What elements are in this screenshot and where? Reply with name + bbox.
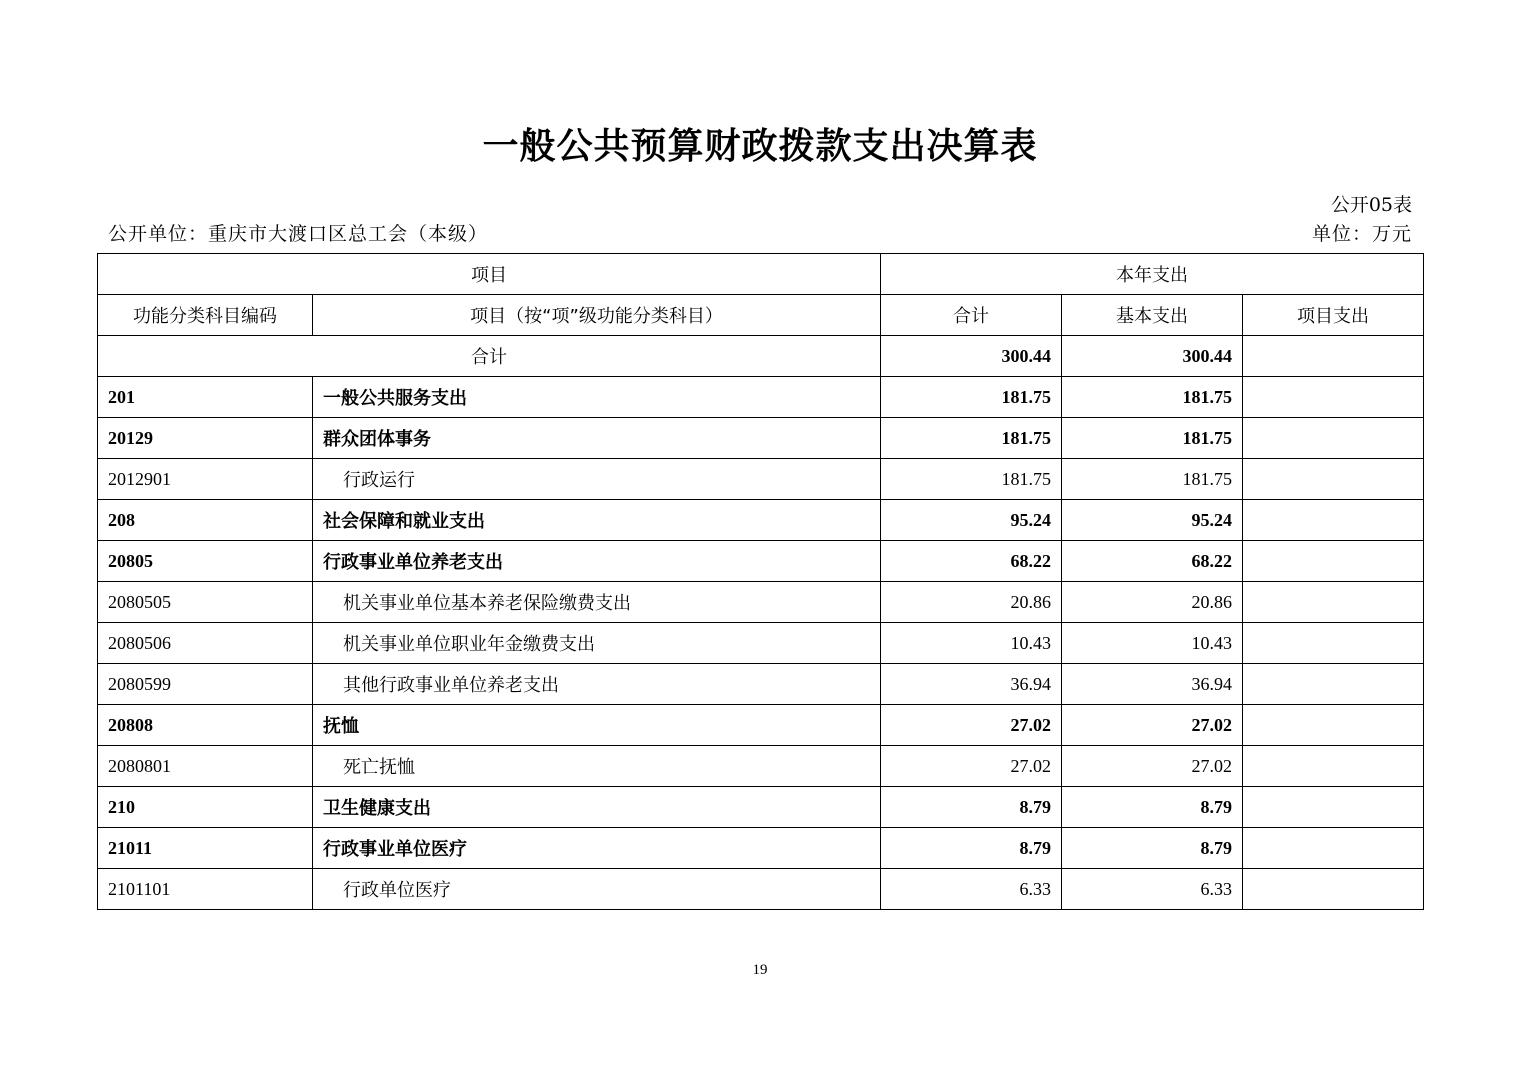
row-basic: 8.79 xyxy=(1062,828,1243,869)
row-project xyxy=(1243,623,1424,664)
row-project xyxy=(1243,459,1424,500)
table-row xyxy=(98,582,1424,623)
row-code: 2080599 xyxy=(98,664,313,705)
row-basic: 8.79 xyxy=(1062,787,1243,828)
row-total: 181.75 xyxy=(881,418,1062,459)
row-name: 社会保障和就业支出 xyxy=(313,500,881,541)
row-project xyxy=(1243,664,1424,705)
table-row xyxy=(98,500,1424,541)
row-basic: 36.94 xyxy=(1062,664,1243,705)
page-title: 一般公共预算财政拨款支出决算表 xyxy=(482,126,1038,167)
row-name: 机关事业单位职业年金缴费支出 xyxy=(313,623,881,664)
header-project: 项目 xyxy=(98,254,881,295)
row-project xyxy=(1243,787,1424,828)
row-basic: 6.33 xyxy=(1062,869,1243,910)
row-name: 行政事业单位养老支出 xyxy=(313,541,881,582)
header-total: 合计 xyxy=(881,295,1062,336)
row-total: 95.24 xyxy=(881,500,1062,541)
row-name: 一般公共服务支出 xyxy=(313,377,881,418)
row-total: 10.43 xyxy=(881,623,1062,664)
table-row xyxy=(98,664,1424,705)
header-basic: 基本支出 xyxy=(1062,295,1243,336)
currency-unit: 单位：万元 xyxy=(1311,223,1412,245)
row-code: 2012901 xyxy=(98,459,313,500)
header-item-name: 项目（按“项”级功能分类科目） xyxy=(313,295,881,336)
row-basic: 27.02 xyxy=(1062,746,1243,787)
reporting-unit: 公开单位：重庆市大渡口区总工会（本级） xyxy=(108,223,489,245)
row-basic: 10.43 xyxy=(1062,623,1243,664)
total-row-project xyxy=(1243,336,1424,377)
total-row-total: 300.44 xyxy=(881,336,1062,377)
page-number: 19 xyxy=(752,962,768,978)
row-project xyxy=(1243,418,1424,459)
row-total: 6.33 xyxy=(881,869,1062,910)
row-basic: 181.75 xyxy=(1062,377,1243,418)
table-row xyxy=(98,418,1424,459)
row-basic: 181.75 xyxy=(1062,418,1243,459)
row-project xyxy=(1243,377,1424,418)
row-basic: 181.75 xyxy=(1062,459,1243,500)
row-project xyxy=(1243,500,1424,541)
row-basic: 27.02 xyxy=(1062,705,1243,746)
row-basic: 68.22 xyxy=(1062,541,1243,582)
row-code: 2101101 xyxy=(98,869,313,910)
row-project xyxy=(1243,828,1424,869)
row-code: 2080801 xyxy=(98,746,313,787)
row-project xyxy=(1243,541,1424,582)
row-total: 27.02 xyxy=(881,705,1062,746)
table-row xyxy=(98,705,1424,746)
row-code: 2080506 xyxy=(98,623,313,664)
row-name: 卫生健康支出 xyxy=(313,787,881,828)
row-name: 行政单位医疗 xyxy=(313,869,881,910)
row-name: 抚恤 xyxy=(313,705,881,746)
row-code: 210 xyxy=(98,787,313,828)
row-name: 行政事业单位医疗 xyxy=(313,828,881,869)
row-total: 181.75 xyxy=(881,459,1062,500)
row-code: 2080505 xyxy=(98,582,313,623)
row-basic: 95.24 xyxy=(1062,500,1243,541)
table-row xyxy=(98,787,1424,828)
row-code: 201 xyxy=(98,377,313,418)
row-code: 20808 xyxy=(98,705,313,746)
table-row xyxy=(98,459,1424,500)
row-name: 机关事业单位基本养老保险缴费支出 xyxy=(313,582,881,623)
row-total: 36.94 xyxy=(881,664,1062,705)
total-row-label: 合计 xyxy=(98,336,881,377)
table-row xyxy=(98,377,1424,418)
row-code: 20129 xyxy=(98,418,313,459)
row-name: 群众团体事务 xyxy=(313,418,881,459)
row-project xyxy=(1243,869,1424,910)
table-number: 公开05表 xyxy=(1330,194,1412,216)
row-code: 21011 xyxy=(98,828,313,869)
row-basic: 20.86 xyxy=(1062,582,1243,623)
header-current-year-expenditure: 本年支出 xyxy=(881,254,1424,295)
total-row-basic: 300.44 xyxy=(1062,336,1243,377)
total-row xyxy=(98,336,1424,377)
row-total: 8.79 xyxy=(881,787,1062,828)
header-project-expenditure: 项目支出 xyxy=(1243,295,1424,336)
table-row xyxy=(98,828,1424,869)
row-total: 8.79 xyxy=(881,828,1062,869)
table-row xyxy=(98,869,1424,910)
row-code: 20805 xyxy=(98,541,313,582)
row-name: 行政运行 xyxy=(313,459,881,500)
row-total: 27.02 xyxy=(881,746,1062,787)
header-row-1 xyxy=(98,254,1424,295)
expenditure-table xyxy=(97,253,1424,910)
header-row-2 xyxy=(98,295,1424,336)
header-code: 功能分类科目编码 xyxy=(98,295,313,336)
table-row xyxy=(98,541,1424,582)
row-name: 死亡抚恤 xyxy=(313,746,881,787)
row-project xyxy=(1243,582,1424,623)
row-code: 208 xyxy=(98,500,313,541)
row-total: 68.22 xyxy=(881,541,1062,582)
table-row xyxy=(98,623,1424,664)
row-project xyxy=(1243,705,1424,746)
table-row xyxy=(98,746,1424,787)
row-name: 其他行政事业单位养老支出 xyxy=(313,664,881,705)
row-total: 181.75 xyxy=(881,377,1062,418)
row-project xyxy=(1243,746,1424,787)
row-total: 20.86 xyxy=(881,582,1062,623)
